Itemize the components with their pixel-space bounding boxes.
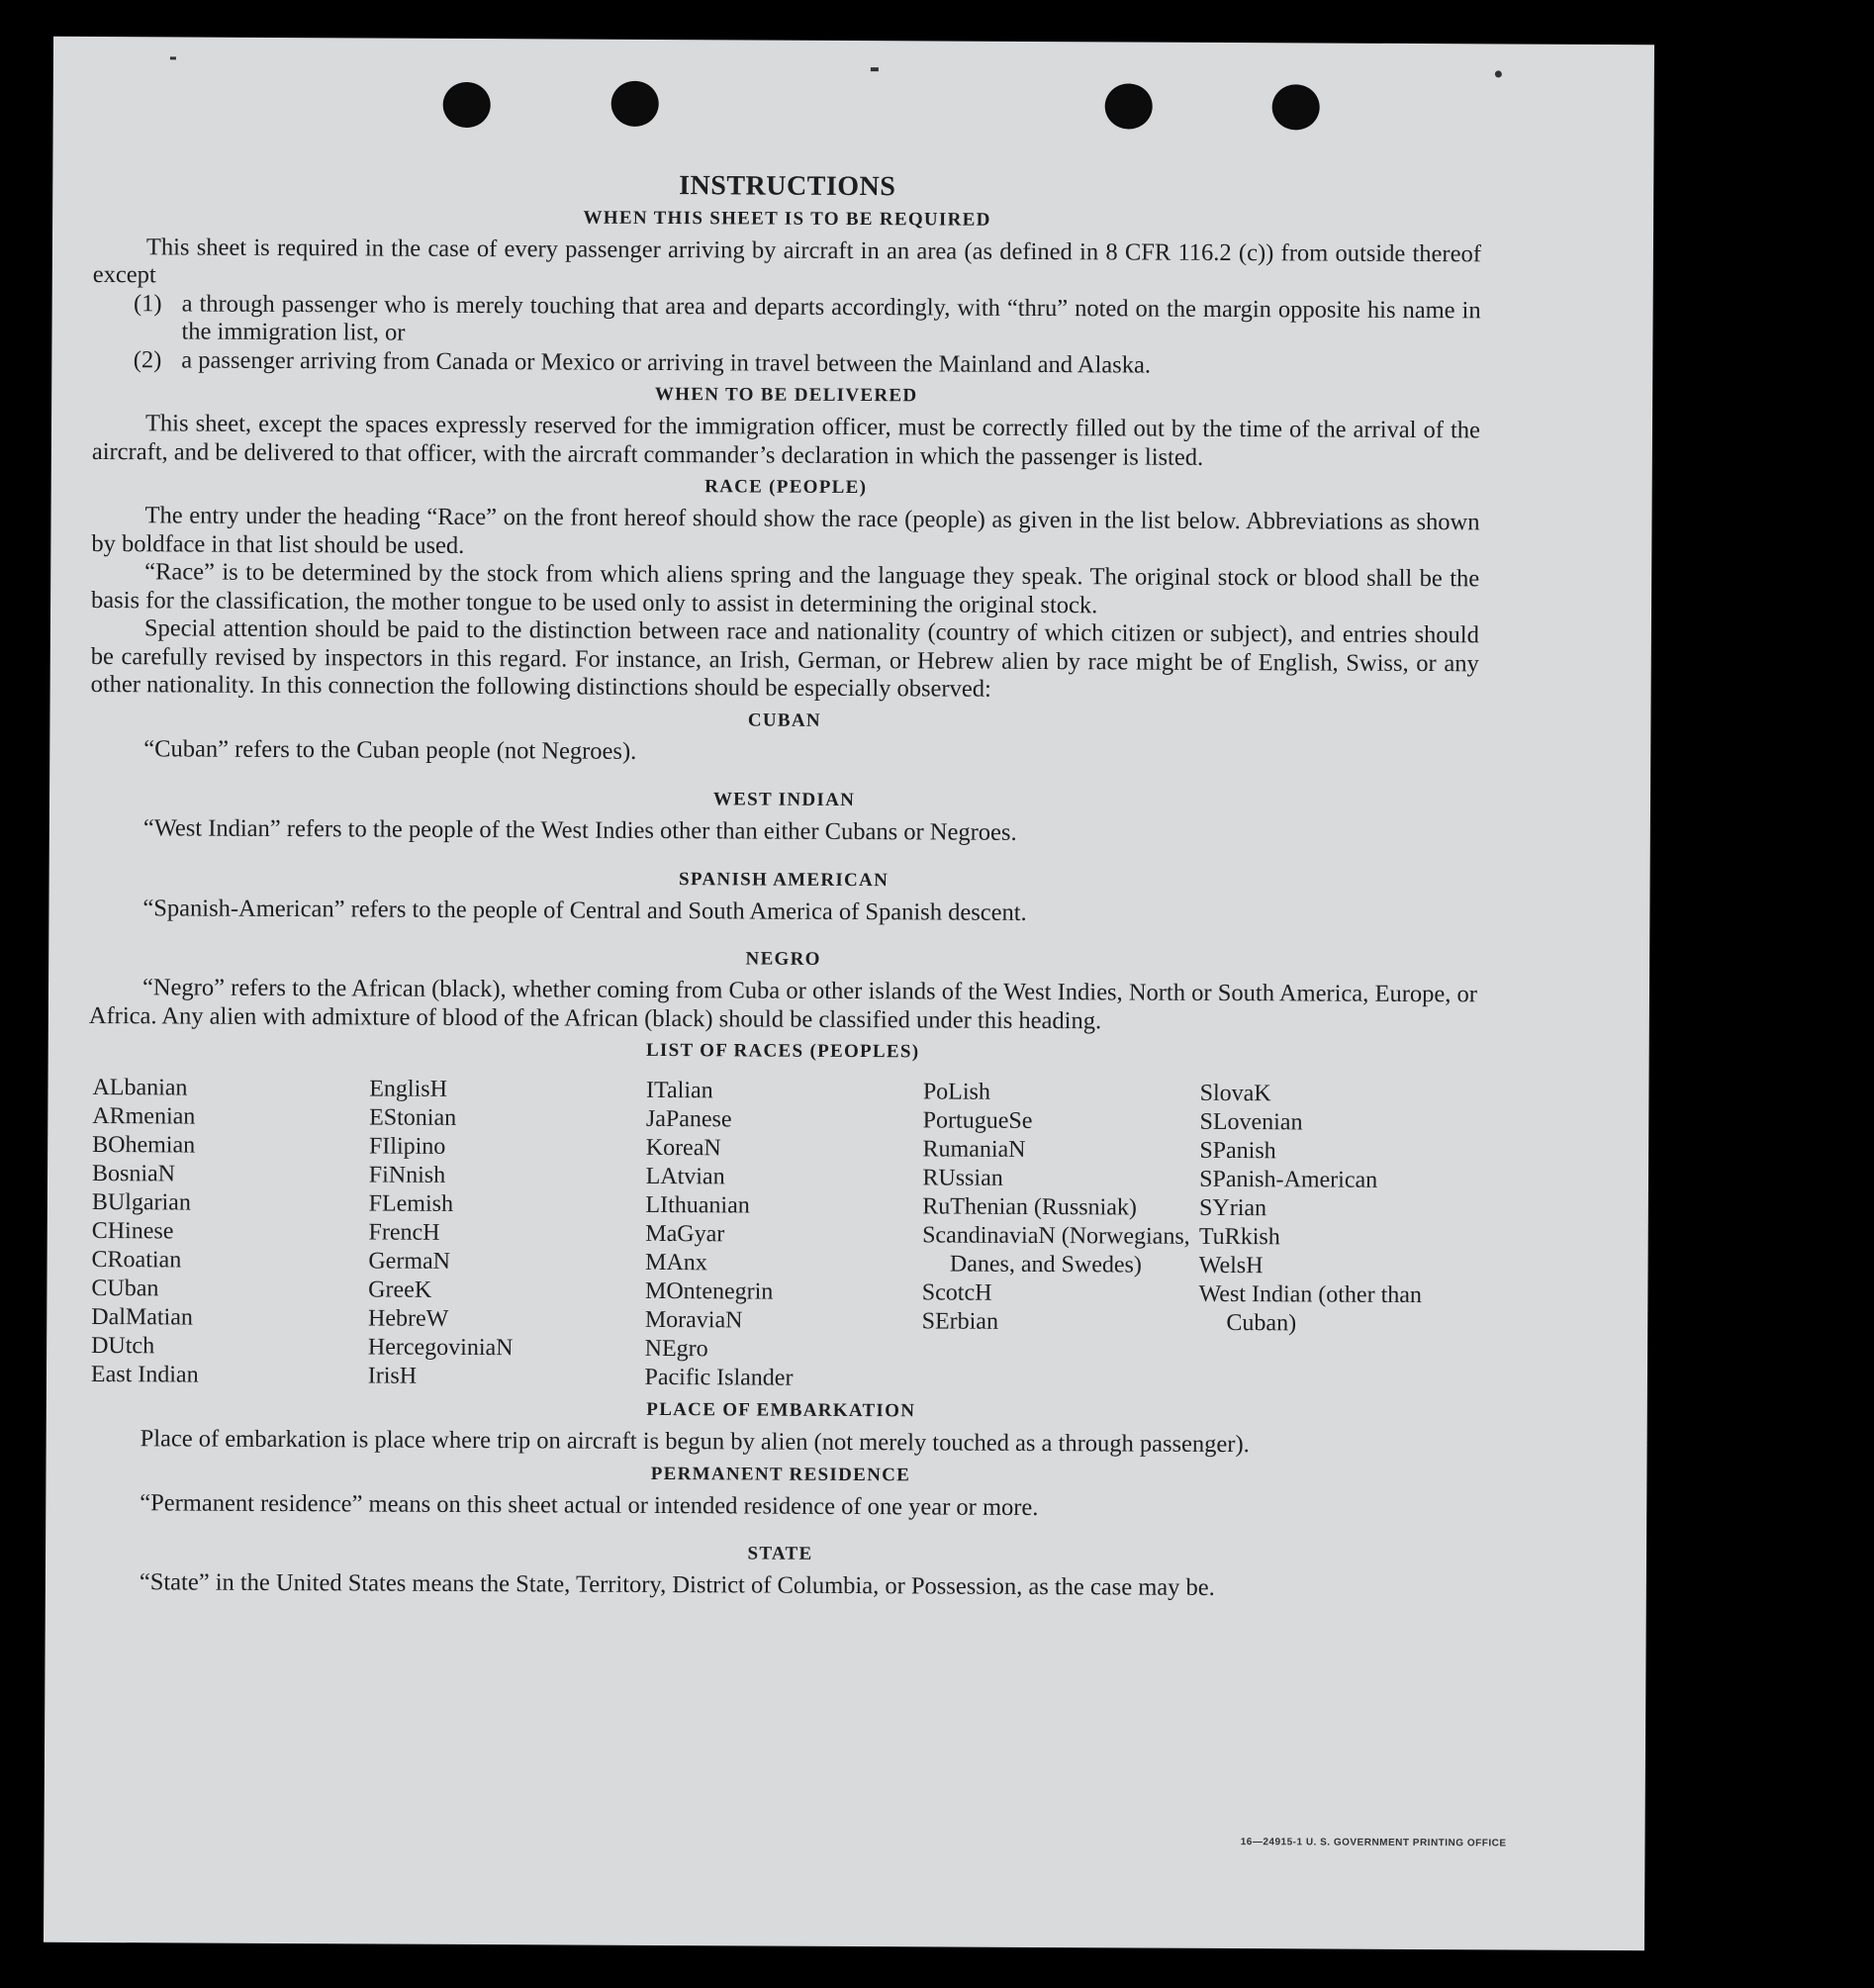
race-entry: BOhemian — [92, 1131, 196, 1159]
race-entry: PortugueSe — [922, 1107, 1033, 1134]
race-column — [921, 1078, 1199, 1394]
race-entry: KoreaN — [645, 1134, 721, 1162]
race-entry: ITalian — [646, 1077, 713, 1104]
race-entry: CUban — [91, 1275, 159, 1302]
race-entry: GermaN — [368, 1248, 451, 1275]
race-entry: RumaniaN — [922, 1136, 1026, 1163]
race-entry: EnglisH — [369, 1076, 448, 1102]
race-column — [644, 1077, 922, 1393]
item-text: a passenger arriving from Canada or Mexico or arriving in travel between the Mainland and Alaska. — [181, 345, 1152, 379]
paragraph: This sheet, except the spaces expressly reserved for the immigration officer, must be correctly filled out by the time of the arrival of the aircraft, and be delivered to that officer, with the aircraft commander’s declaration in which the passenger is listed. — [91, 410, 1481, 471]
race-entry: WelsH — [1198, 1252, 1264, 1279]
race-entry: TuRkish — [1198, 1223, 1280, 1251]
race-entry: GreeK — [368, 1277, 432, 1303]
item-number: (1) — [133, 289, 162, 317]
race-entry: West Indian (other than Cuban) — [1198, 1280, 1422, 1337]
race-entry: JaPanese — [645, 1105, 732, 1133]
section-heading: WEST INDIAN — [712, 789, 856, 811]
race-entry: ALbanian — [92, 1074, 188, 1101]
section-heading: NEGRO — [745, 948, 821, 970]
paragraph: Special attention should be paid to the distinction between race and nationality (country of which citizen or subject), and entries should be carefully revised by inspectors in this regard. For instance, an Irish, German, or Hebrew alien by race might be of English, Swiss, or any other nationality. In this connection the following distinctions should be especially observed: — [90, 615, 1479, 703]
section-heading: SPANISH AMERICAN — [679, 868, 890, 891]
speck — [1495, 70, 1502, 77]
race-entry: MoraviaN — [644, 1306, 743, 1334]
race-list — [91, 1074, 1477, 1396]
race-entry: SYrian — [1198, 1194, 1267, 1222]
item-text: a through passenger who is merely touching that area and departs accordingly, with “thru” noted on the margin opposite his name in the immigration list, or — [181, 289, 1481, 346]
race-entry: DalMatian — [91, 1303, 193, 1331]
race-entry: FLemish — [368, 1190, 454, 1217]
paragraph: Place of embarkation is place where trip on aircraft is begun by alien (not merely touched as a through passenger). — [140, 1425, 1250, 1459]
race-entry: SlovaK — [1199, 1080, 1271, 1107]
section-heading: PLACE OF EMBARKATION — [646, 1398, 916, 1422]
instructions-content — [86, 169, 1482, 1604]
punch-hole — [611, 81, 659, 127]
race-entry: FrencH — [368, 1219, 440, 1246]
list-item — [92, 289, 1480, 352]
race-column — [368, 1075, 646, 1391]
race-entry: MOntenegrin — [644, 1278, 774, 1305]
race-entry: MAnx — [645, 1249, 707, 1277]
race-entry: ScandinaviaN (Norwegians, Danes, and Swedes) — [922, 1222, 1190, 1278]
race-entry: HercegoviniaN — [367, 1334, 514, 1362]
paragraph: “West Indian” refers to the people of the West Indies other than either Cubans or Negroes. — [142, 814, 1017, 846]
race-entry: FIlipino — [368, 1133, 446, 1160]
race-entry: RUssian — [922, 1165, 1003, 1191]
paragraph: “Cuban” refers to the Cuban people (not Negroes). — [143, 734, 637, 765]
race-entry: DUtch — [91, 1332, 155, 1360]
speck — [871, 67, 879, 71]
document-sheet — [44, 37, 1654, 1950]
race-entry: SErbian — [921, 1308, 999, 1335]
race-entry: BosniaN — [91, 1160, 176, 1187]
race-column — [91, 1074, 369, 1390]
punch-hole — [443, 82, 491, 128]
race-entry: EStonian — [369, 1104, 457, 1131]
race-entry: ScotcH — [921, 1279, 992, 1306]
race-entry: ARmenian — [92, 1102, 196, 1130]
section-heading: WHEN THIS SHEET IS TO BE REQUIRED — [583, 207, 991, 231]
paragraph: The entry under the heading “Race” on the front hereof should show the race (people) as given in the list below. Abbreviations as shown by boldface in that list should be used. — [91, 502, 1480, 559]
race-entry: MaGyar — [645, 1220, 725, 1248]
race-entry: LAtvian — [645, 1163, 725, 1190]
race-entry: East Indian — [90, 1361, 199, 1388]
race-entry: NEgro — [644, 1335, 708, 1363]
item-number: (2) — [133, 345, 162, 373]
race-entry: FiNnish — [368, 1162, 446, 1188]
race-entry: IrisH — [367, 1363, 418, 1389]
section-heading: PERMANENT RESIDENCE — [650, 1463, 911, 1485]
race-entry: SPanish-American — [1199, 1166, 1378, 1193]
race-entry: CHinese — [91, 1217, 174, 1245]
race-entry: PoLish — [922, 1079, 990, 1105]
page-title: INSTRUCTIONS — [679, 170, 896, 203]
paragraph: “Race” is to be determined by the stock from which aliens spring and the language they speak. The original stock or blood shall be the basis for the classification, the mother tongue to be used only to assist in determining the original stock. — [91, 558, 1480, 618]
race-entry: RuThenian (Russniak) — [922, 1193, 1137, 1221]
printing-office-code: 16—24915-1 U. S. GOVERNMENT PRINTING OFFICE — [1240, 1837, 1507, 1849]
paragraph: “State” in the United States means the State, Territory, District of Columbia, or Possession, as the case may be. — [139, 1568, 1215, 1601]
race-entry: CRoatian — [91, 1246, 182, 1274]
paragraph: This sheet is required in the case of every passenger arriving by aircraft in an area (as defined in 8 CFR 116.2 (c)) from outside thereof except — [92, 233, 1481, 289]
race-entry: Pacific Islander — [644, 1364, 794, 1391]
paragraph: “Negro” refers to the African (black), whether coming from Cuba or other islands of the West Indies, North or South America, Europe, or Africa. Any alien with admixture of blood of the African (black) should be classified under this heading. — [88, 974, 1478, 1034]
race-entry: HebreW — [368, 1305, 449, 1332]
race-entry: SPanish — [1199, 1137, 1276, 1165]
section-heading: LIST OF RACES (PEOPLES) — [645, 1039, 920, 1063]
section-heading: WHEN TO BE DELIVERED — [654, 383, 918, 407]
section-heading: CUBAN — [747, 709, 822, 731]
speck — [170, 56, 176, 59]
race-entry: BUlgarian — [91, 1188, 191, 1216]
punch-hole — [1105, 83, 1153, 129]
race-column — [1198, 1080, 1476, 1396]
paragraph: “Permanent residence” means on this sheet actual or intended residence of one year or more. — [140, 1488, 1039, 1521]
race-entry: SLovenian — [1199, 1108, 1303, 1136]
section-heading: RACE (PEOPLE) — [704, 476, 868, 499]
section-heading: STATE — [747, 1543, 813, 1564]
punch-hole — [1272, 84, 1320, 130]
race-entry: LIthuanian — [645, 1191, 750, 1219]
list-item — [92, 345, 1480, 381]
paragraph: “Spanish-American” refers to the people of Central and South America of Spanish descent. — [142, 894, 1027, 926]
